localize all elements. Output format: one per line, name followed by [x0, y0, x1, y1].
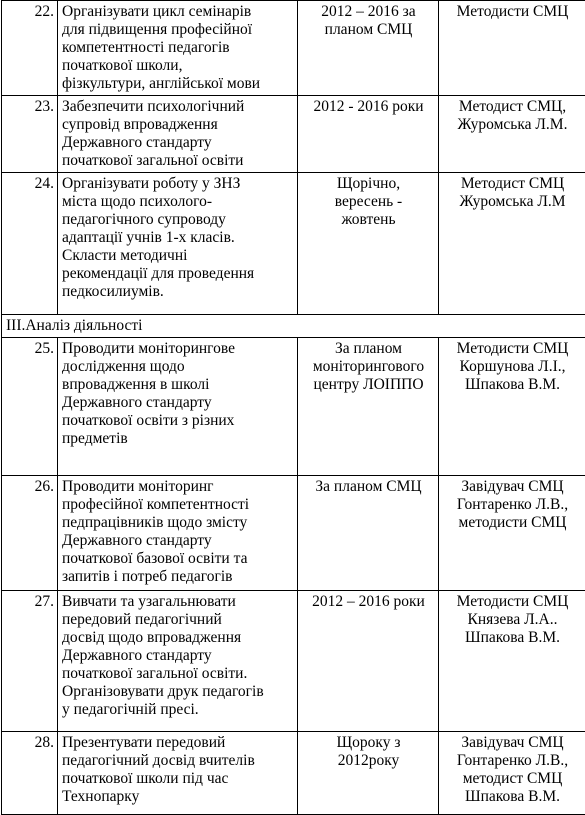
table-row — [2, 732, 585, 815]
task-cell — [58, 173, 298, 315]
term-line: 2012 – 2016 за — [302, 3, 435, 21]
task-line: початкової базової освіти та — [62, 550, 294, 568]
task-line: Проводити моніторинг — [62, 478, 294, 496]
task-line: Скласти методичні — [62, 247, 294, 265]
responsible-line: Методисти СМЦ — [443, 3, 582, 21]
row-number: 28. — [2, 732, 58, 815]
row-number: 22. — [2, 1, 58, 96]
task-line: Державного стандарту — [62, 532, 294, 550]
section-header-row — [2, 315, 585, 338]
responsible-line: Завідувач СМЦ — [443, 734, 582, 752]
term-cell — [298, 732, 439, 815]
task-line: передовий педагогічний — [62, 611, 294, 629]
task-line: дослідження щодо — [62, 358, 294, 376]
responsible-cell — [439, 173, 585, 315]
task-line: Організувати цикл семінарів — [62, 3, 294, 21]
term-line: моніторингового — [302, 358, 435, 376]
term-line: 2012 - 2016 роки — [302, 98, 435, 116]
term-line: 2012року — [302, 752, 435, 770]
task-line: педагогічного супроводу — [62, 211, 294, 229]
task-line: початкової школи, — [62, 57, 294, 75]
work-plan-table-body — [2, 1, 585, 815]
term-cell — [298, 338, 439, 476]
term-line: Щорічно, — [302, 175, 435, 193]
term-line: 2012 – 2016 роки — [302, 593, 435, 611]
responsible-line: Гонтаренко Л.В., — [443, 496, 582, 514]
task-cell — [58, 591, 298, 732]
responsible-cell — [439, 476, 585, 591]
row-number: 25. — [2, 338, 58, 476]
task-line: Технопарку — [62, 788, 294, 806]
term-cell — [298, 1, 439, 96]
task-line: професійної компетентності — [62, 496, 294, 514]
task-line: педкосилиумів. — [62, 283, 294, 301]
task-line: міста щодо психолого- — [62, 193, 294, 211]
table-row — [2, 338, 585, 476]
responsible-line: Журомська Л.М. — [443, 116, 582, 134]
responsible-cell — [439, 338, 585, 476]
responsible-cell — [439, 96, 585, 173]
responsible-line: Журомська Л.М — [443, 193, 582, 211]
task-line: Презентувати передовий — [62, 734, 294, 752]
task-line: для підвищення професійної — [62, 21, 294, 39]
table-row — [2, 591, 585, 732]
term-line: За планом — [302, 340, 435, 358]
task-line: початкової школи під час — [62, 770, 294, 788]
term-cell — [298, 96, 439, 173]
term-line: жовтень — [302, 211, 435, 229]
task-line: у педагогічній пресі. — [62, 701, 294, 719]
responsible-line: Коршунова Л.І., — [443, 358, 582, 376]
task-cell — [58, 96, 298, 173]
row-number: 27. — [2, 591, 58, 732]
responsible-line: Методист СМЦ — [443, 175, 582, 193]
task-cell — [58, 338, 298, 476]
responsible-line: Шпакова В.М. — [443, 788, 582, 806]
term-line: вересень - — [302, 193, 435, 211]
term-cell — [298, 591, 439, 732]
responsible-line: Гонтаренко Л.В., — [443, 752, 582, 770]
table-row — [2, 173, 585, 315]
responsible-cell — [439, 732, 585, 815]
task-line: впровадження в школі — [62, 376, 294, 394]
table-row — [2, 476, 585, 591]
responsible-cell — [439, 1, 585, 96]
responsible-line: методист СМЦ — [443, 770, 582, 788]
row-number: 23. — [2, 96, 58, 173]
task-line: Державного стандарту — [62, 134, 294, 152]
responsible-line: Методисти СМЦ — [443, 593, 582, 611]
responsible-line: методисти СМЦ — [443, 514, 582, 532]
work-plan-table — [1, 0, 585, 815]
task-cell — [58, 476, 298, 591]
task-line: початкової загальної освіти. — [62, 665, 294, 683]
task-line: початкової загальної освіти — [62, 152, 294, 170]
responsible-line: Шпакова В.М. — [443, 376, 582, 394]
responsible-cell — [439, 591, 585, 732]
responsible-line: Князева Л.А.. — [443, 611, 582, 629]
task-line: Проводити моніторингове — [62, 340, 294, 358]
row-number: 26. — [2, 476, 58, 591]
task-line: предметів — [62, 430, 294, 448]
task-line: Організовувати друк педагогів — [62, 683, 294, 701]
responsible-line: Методист СМЦ, — [443, 98, 582, 116]
task-line: Вивчати та узагальнювати — [62, 593, 294, 611]
task-line: Організувати роботу у ЗНЗ — [62, 175, 294, 193]
responsible-line: Методисти СМЦ — [443, 340, 582, 358]
task-cell — [58, 1, 298, 96]
responsible-line: Завідувач СМЦ — [443, 478, 582, 496]
term-line: Щороку з — [302, 734, 435, 752]
term-cell — [298, 173, 439, 315]
task-line: запитів і потреб педагогів — [62, 568, 294, 586]
table-row — [2, 96, 585, 173]
table-row — [2, 1, 585, 96]
task-line: адаптації учнів 1-х класів. — [62, 229, 294, 247]
task-line: рекомендації для проведення — [62, 265, 294, 283]
term-line: планом СМЦ — [302, 21, 435, 39]
task-line: фізкультури, англійської мови — [62, 75, 294, 93]
task-line: початкової освіти з різних — [62, 412, 294, 430]
section-title: ІІІ.Аналіз діяльності — [2, 315, 585, 338]
task-cell — [58, 732, 298, 815]
task-line: компетентності педагогів — [62, 39, 294, 57]
task-line: Забезпечити психологічний — [62, 98, 294, 116]
term-line: центру ЛОІППО — [302, 376, 435, 394]
term-cell — [298, 476, 439, 591]
task-line: Державного стандарту — [62, 394, 294, 412]
task-line: досвід щодо впровадження — [62, 629, 294, 647]
task-line: супровід впровадження — [62, 116, 294, 134]
task-line: Державного стандарту — [62, 647, 294, 665]
task-line: педпрацівників щодо змісту — [62, 514, 294, 532]
responsible-line: Шпакова В.М. — [443, 629, 582, 647]
term-line: За планом СМЦ — [302, 478, 435, 496]
row-number: 24. — [2, 173, 58, 315]
task-line: педагогічний досвід вчителів — [62, 752, 294, 770]
